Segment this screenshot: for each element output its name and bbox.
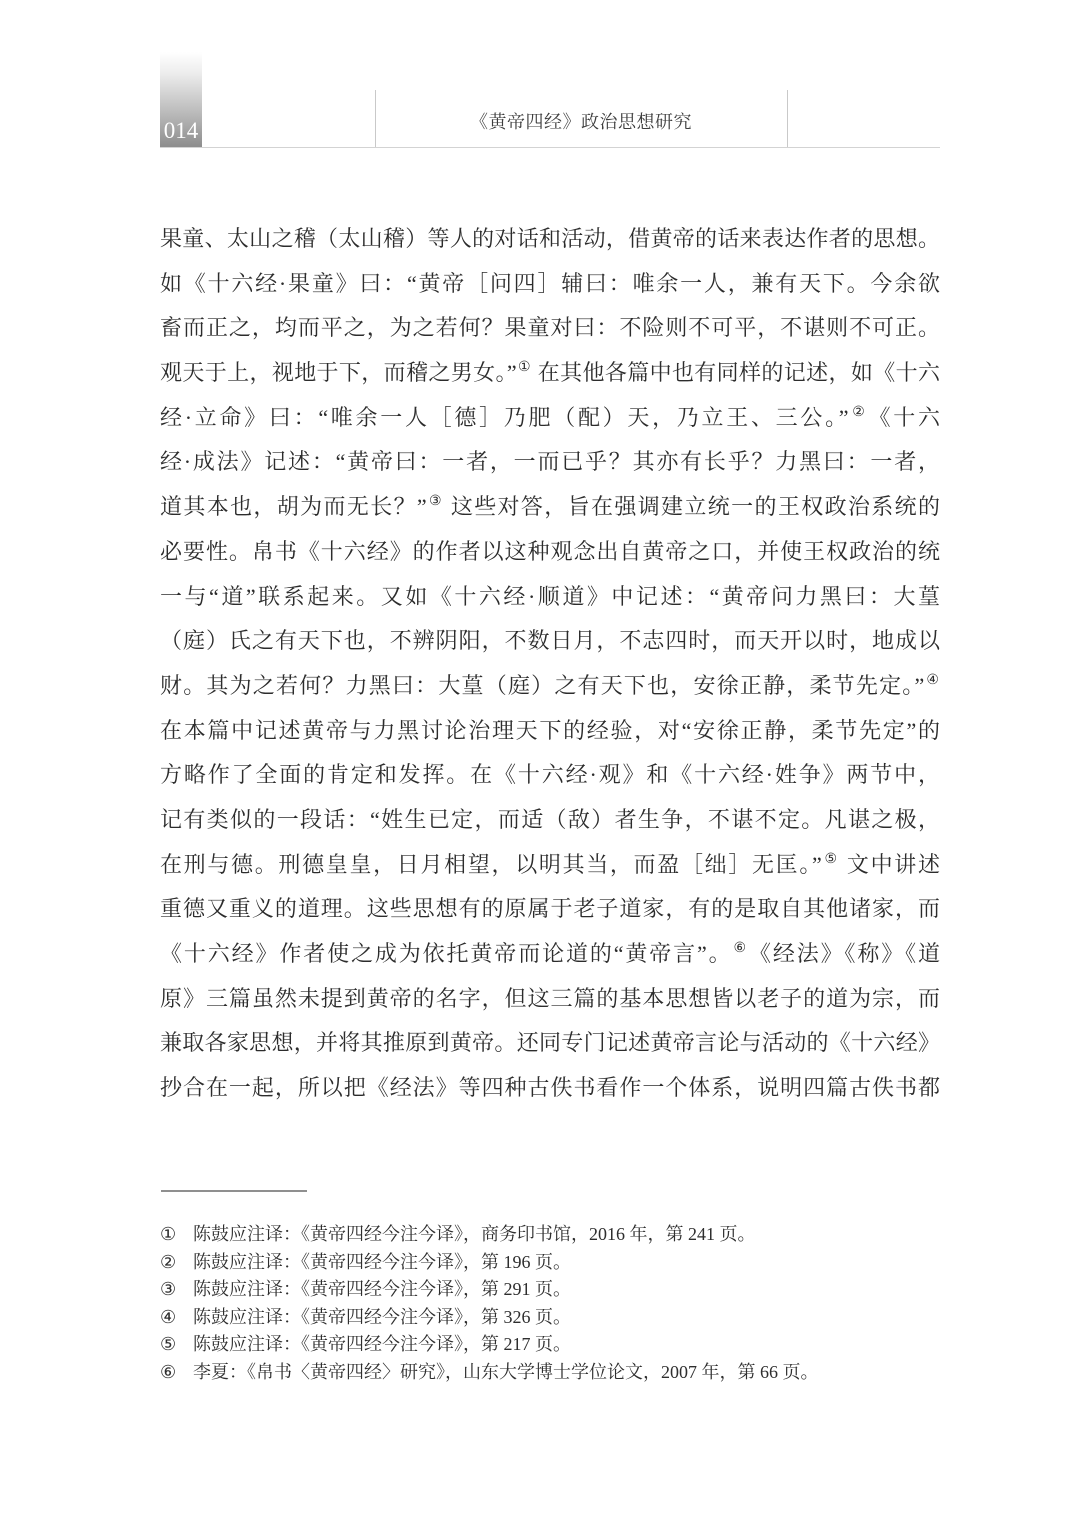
- footnote-separator: [161, 1190, 307, 1192]
- body-line: 抄合在一起，所以把《经法》等四种古佚书看作一个体系，说明四篇古佚书都: [160, 1075, 940, 1101]
- footnote-text: 陈鼓应注译：《黄帝四经今注今译》，第 326 页。: [193, 1306, 571, 1327]
- page-number: 014: [163, 118, 199, 143]
- footnote-text: 陈鼓应注译：《黄帝四经今注今译》，第 291 页。: [193, 1279, 571, 1299]
- footnote-item: [160, 1221, 940, 1249]
- body-line: （庭）氏之有天下也，不辨阴阳，不数日月，不志四时，而天开以时，地成以: [160, 628, 940, 654]
- header-rule-bottom: [160, 147, 940, 148]
- footnote-item: [160, 1331, 940, 1359]
- body-line: 道其本也，胡为而无长？”③ 这些对答，旨在强调建立统一的王权政治系统的: [160, 494, 940, 520]
- body-line: 如《十六经·果童》曰：“黄帝［问四］辅曰：唯余一人，兼有天下。今余欲: [160, 270, 940, 296]
- body-line: 记有类似的一段话：“姓生已定，而适（敌）者生争，不谌不定。凡谌之极，: [160, 806, 940, 832]
- footnote-text: 陈鼓应注译：《黄帝四经今注今译》，第 217 页。: [193, 1334, 571, 1354]
- footnote-text: 李夏：《帛书〈黄帝四经〉研究》，山东大学博士学位论文，2007 年，第 66 页。: [193, 1361, 819, 1382]
- header-rule-right: [787, 90, 788, 147]
- footnote-marker: ①: [160, 1224, 177, 1244]
- footnote-ref: ⑥: [733, 941, 748, 956]
- body-line: 原》三篇虽然未提到黄帝的名字，但这三篇的基本思想皆以老子的道为宗，而: [160, 985, 940, 1011]
- body-line: 财。其为之若何？力黑曰：大葟（庭）之有天下也，安徐正静，柔节先定。”④: [160, 672, 939, 698]
- running-head-title: 《黄帝四经》政治思想研究: [470, 112, 692, 132]
- footnote-text: 陈鼓应注译：《黄帝四经今注今译》，第 196 页。: [193, 1251, 571, 1272]
- body-line: 经·成法》记述：“黄帝曰：一者，一而已乎？其亦有长乎？力黑曰：一者，: [160, 449, 940, 475]
- footnote-ref: ③: [427, 494, 443, 510]
- footnote-item: [160, 1249, 940, 1277]
- body-line: 一与“道”联系起来。又如《十六经·顺道》中记述：“黄帝问力黑曰：大葟: [160, 583, 940, 609]
- footnote-ref: ①: [517, 360, 531, 376]
- body-line: 方略作了全面的肯定和发挥。在《十六经·观》和《十六经·姓争》两节中，: [160, 762, 940, 788]
- footnote-ref: ②: [849, 404, 868, 420]
- body-line: 在刑与德。刑德皇皇，日月相望，以明其当，而盈［绌］无匡。”⑤ 文中讲述: [160, 851, 940, 877]
- footnote-marker: ⑥: [160, 1361, 177, 1382]
- footnote-ref: ⑤: [822, 851, 839, 867]
- footnote-item: [160, 1359, 940, 1387]
- footnote-marker: ⑤: [160, 1334, 177, 1354]
- body-line: 《十六经》作者使之成为依托黄帝而论道的“黄帝言”。⑥《经法》《称》《道: [160, 941, 940, 966]
- body-text: [160, 217, 940, 1111]
- body-line: 畜而正之，均而平之，为之若何？果童对曰：不险则不可平，不谌则不可正。: [160, 315, 940, 341]
- footnote-marker: ④: [160, 1306, 177, 1327]
- body-line: 经·立命》曰：“唯余一人［德］乃肥（配）天，乃立王、三公。”②《十六: [160, 404, 940, 430]
- footnote-item: [160, 1276, 940, 1304]
- footnote-ref: ④: [925, 672, 939, 688]
- footnote-marker: ②: [160, 1251, 177, 1272]
- body-line: 必要性。帛书《十六经》的作者以这种观念出自黄帝之口，并使王权政治的统: [160, 538, 940, 564]
- footnotes: [160, 1221, 940, 1386]
- footnote-text: 陈鼓应注译：《黄帝四经今注今译》，商务印书馆，2016 年，第 241 页。: [193, 1224, 756, 1244]
- page-number-bar: [160, 52, 202, 147]
- footnote-marker: ③: [160, 1279, 177, 1299]
- body-line: 兼取各家思想，并将其推原到黄帝。还同专门记述黄帝言论与活动的《十六经》: [160, 1030, 940, 1056]
- body-line: 重德又重义的道理。这些思想有的原属于老子道家，有的是取自其他诸家，而: [160, 896, 940, 922]
- body-line: 在本篇中记述黄帝与力黑讨论治理天下的经验，对“安徐正静，柔节先定”的: [160, 717, 940, 743]
- body-line: 果童、太山之稽（太山稽）等人的对话和活动，借黄帝的话来表达作者的思想。: [160, 226, 940, 251]
- body-line: 观天于上，视地于下，而稽之男女。”① 在其他各篇中也有同样的记述，如《十六: [160, 360, 940, 386]
- footnote-item: [160, 1304, 940, 1332]
